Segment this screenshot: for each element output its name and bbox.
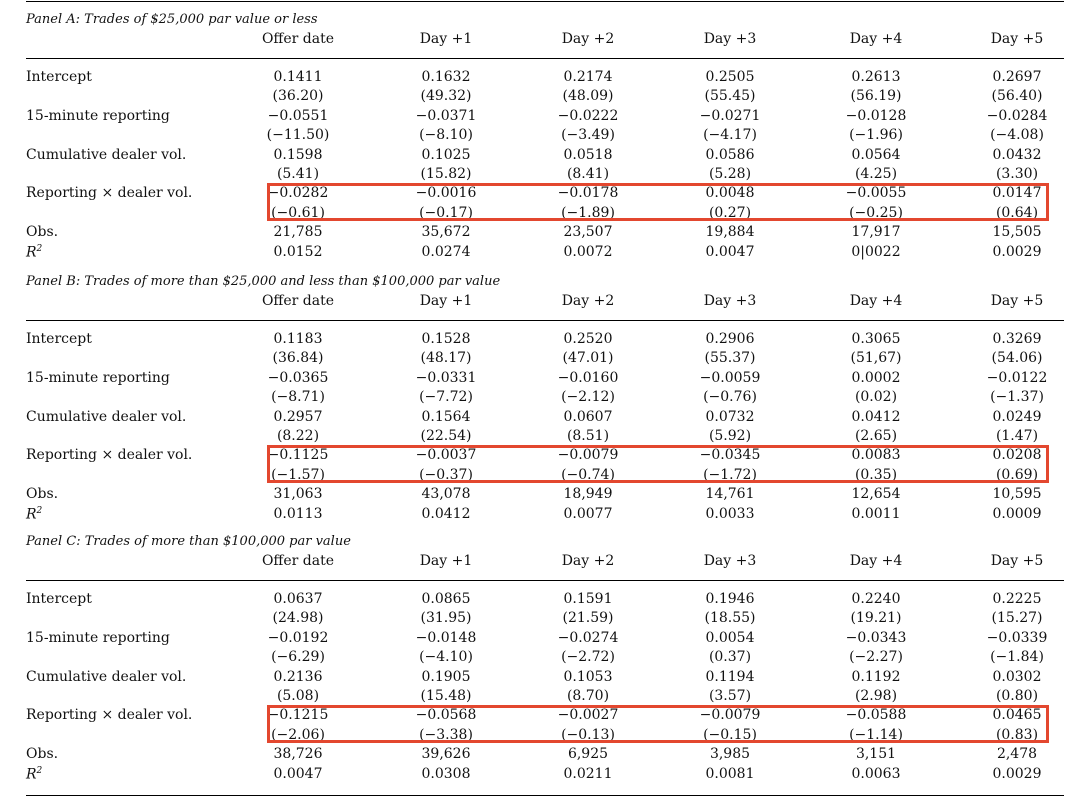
t-stat-cell: (15.82) (420, 166, 472, 182)
obs-cell: 43,078 (421, 486, 471, 503)
t-stat-cell: (−3.49) (561, 127, 615, 144)
r-squared-cell: 0.0029 (992, 243, 1042, 260)
t-stat-cell: (5.08) (276, 688, 320, 704)
coefficient-cell: 0.0147 (992, 185, 1042, 202)
row-label: Cumulative dealer vol. (26, 408, 187, 425)
t-stat-cell: (8.51) (566, 428, 610, 444)
t-stat-cell: (−1.84) (990, 649, 1044, 666)
t-stat-cell: (31.95) (420, 610, 472, 627)
t-stat-cell: (0.35) (854, 466, 898, 483)
t-stat-cell: (−8.10) (419, 127, 473, 144)
r-squared-letter: R (26, 244, 37, 261)
r-squared-letter: R (26, 766, 37, 783)
coefficient-cell: 0.1528 (421, 331, 471, 347)
row-label: Reporting × dealer vol. (26, 447, 193, 464)
t-stat-cell: (54.06) (991, 350, 1043, 367)
obs-cell: 2,478 (996, 746, 1038, 763)
t-stat-cell: (−1.96) (849, 127, 903, 144)
column-header: Day +2 (561, 293, 615, 309)
row-label: Cumulative dealer vol. (26, 668, 187, 685)
column-header: Day +4 (849, 293, 903, 309)
t-stat-cell: (−0.37) (419, 466, 473, 483)
t-stat-cell: (−3.38) (419, 726, 473, 743)
column-header: Day +3 (703, 293, 757, 309)
coefficient-cell: 0.3065 (851, 331, 901, 347)
t-stat-cell: (48.09) (562, 88, 614, 105)
obs-cell: 19,884 (705, 224, 755, 241)
coefficient-cell: 0.0048 (705, 185, 755, 202)
obs-cell: 38,726 (273, 746, 323, 763)
coefficient-cell: −0.0122 (986, 369, 1048, 386)
t-stat-cell: (0.83) (995, 726, 1039, 743)
r-squared-cell: 0.0274 (421, 243, 471, 260)
obs-cell: 21,785 (273, 224, 323, 241)
t-stat-cell: (4.25) (854, 166, 898, 182)
row-label: Reporting × dealer vol. (26, 707, 193, 724)
coefficient-cell: 0.1905 (421, 668, 471, 685)
r-squared-cell: 0.0047 (273, 765, 323, 782)
highlight-box (267, 183, 1049, 221)
t-stat-cell: (1.47) (995, 428, 1039, 444)
t-stat-cell: (−11.50) (266, 127, 330, 144)
coefficient-cell: 0.1194 (705, 668, 755, 685)
header-rule (26, 580, 1064, 581)
coefficient-cell: 0.0637 (273, 591, 323, 607)
header-rule (26, 58, 1064, 59)
t-stat-cell: (0.80) (995, 688, 1039, 704)
coefficient-cell: −0.0365 (267, 369, 329, 386)
t-stat-cell: (−4.10) (419, 649, 473, 666)
coefficient-cell: −0.0178 (557, 185, 619, 202)
r-squared-cell: 0.0009 (992, 505, 1042, 522)
coefficient-cell: −0.0079 (557, 447, 619, 464)
t-stat-cell: (3.30) (995, 166, 1039, 182)
coefficient-cell: 0.2520 (563, 331, 613, 347)
obs-cell: 3,151 (855, 746, 897, 763)
row-label: Intercept (26, 591, 92, 607)
t-stat-cell: (−0.15) (703, 726, 757, 743)
coefficient-cell: −0.0222 (557, 107, 619, 124)
r-squared-cell: 0|0022 (851, 243, 901, 260)
coefficient-cell: −0.0343 (845, 629, 907, 646)
r-squared-cell: 0.0047 (705, 243, 755, 260)
panel-title: Panel A: Trades of $25,000 par value or less (26, 12, 318, 27)
r-squared-cell: 0.0113 (273, 505, 323, 522)
t-stat-cell: (36.84) (272, 350, 324, 367)
t-stat-cell: (−1.57) (271, 466, 325, 483)
t-stat-cell: (−2.27) (849, 649, 903, 666)
t-stat-cell: (0.64) (995, 204, 1039, 221)
coefficient-cell: 0.1598 (273, 146, 323, 163)
obs-cell: 3,985 (709, 746, 751, 763)
coefficient-cell: 0.0054 (705, 629, 755, 646)
coefficient-cell: 0.2697 (992, 69, 1042, 85)
column-header: Offer date (261, 553, 335, 569)
row-label: Intercept (26, 69, 92, 85)
coefficient-cell: −0.0371 (415, 107, 477, 124)
column-header: Offer date (261, 293, 335, 309)
highlight-box (267, 705, 1049, 743)
coefficient-cell: −0.0331 (415, 369, 477, 386)
r-squared-cell: 0.0152 (273, 243, 323, 260)
header-rule (26, 320, 1064, 321)
t-stat-cell: (−7.72) (419, 389, 473, 406)
t-stat-cell: (5.41) (276, 166, 320, 182)
coefficient-cell: −0.0160 (557, 369, 619, 386)
coefficient-cell: 0.2174 (563, 69, 613, 85)
row-label: 15-minute reporting (26, 369, 170, 386)
coefficient-cell: 0.2505 (705, 69, 755, 85)
coefficient-cell: 0.1564 (421, 408, 471, 425)
t-stat-cell: (−8.71) (271, 389, 325, 406)
column-header: Day +1 (419, 293, 473, 309)
coefficient-cell: −0.0192 (267, 629, 329, 646)
t-stat-cell: (2.65) (854, 428, 898, 444)
t-stat-cell: (56.40) (991, 88, 1043, 105)
t-stat-cell: (5.28) (708, 166, 752, 182)
r-squared-superscript: 2 (36, 505, 43, 516)
r-squared-cell: 0.0033 (705, 505, 755, 522)
coefficient-cell: 0.0249 (992, 408, 1042, 425)
coefficient-cell: 0.0208 (992, 447, 1042, 464)
coefficient-cell: −0.0339 (986, 629, 1048, 646)
r-squared-label (26, 244, 42, 261)
t-stat-cell: (3.57) (708, 688, 752, 704)
t-stat-cell: (8.22) (276, 428, 320, 444)
t-stat-cell: (15.27) (991, 610, 1043, 627)
t-stat-cell: (18.55) (704, 610, 756, 627)
coefficient-cell: 0.2613 (851, 69, 901, 85)
t-stat-cell: (49.32) (420, 88, 472, 105)
t-stat-cell: (−6.29) (271, 649, 325, 666)
obs-cell: 12,654 (851, 486, 901, 503)
t-stat-cell: (19.21) (850, 610, 902, 627)
coefficient-cell: 0.2136 (273, 668, 323, 685)
coefficient-cell: −0.0055 (845, 185, 907, 202)
t-stat-cell: (15.48) (420, 688, 472, 704)
t-stat-cell: (0.02) (854, 389, 898, 406)
top-rule (26, 1, 1064, 2)
column-header: Day +1 (419, 31, 473, 47)
t-stat-cell: (8.70) (566, 688, 610, 704)
t-stat-cell: (22.54) (420, 428, 472, 444)
coefficient-cell: 0.0865 (421, 591, 471, 607)
obs-cell: 10,595 (992, 486, 1042, 503)
coefficient-cell: −0.0148 (415, 629, 477, 646)
r-squared-cell: 0.0077 (563, 505, 613, 522)
t-stat-cell: (0.69) (995, 466, 1039, 483)
r-squared-superscript: 2 (36, 765, 43, 776)
coefficient-cell: 0.1632 (421, 69, 471, 85)
coefficient-cell: −0.0271 (699, 107, 761, 124)
column-header: Day +5 (990, 293, 1044, 309)
t-stat-cell: (36.20) (272, 88, 324, 105)
t-stat-cell: (5.92) (708, 428, 752, 444)
coefficient-cell: −0.0282 (267, 185, 329, 202)
t-stat-cell: (−2.12) (561, 389, 615, 406)
coefficient-cell: 0.2957 (273, 408, 323, 425)
t-stat-cell: (8.41) (566, 166, 610, 182)
t-stat-cell: (−4.17) (703, 127, 757, 144)
coefficient-cell: −0.0037 (415, 447, 477, 464)
row-label: Intercept (26, 331, 92, 347)
coefficient-cell: −0.0128 (845, 107, 907, 124)
coefficient-cell: 0.0518 (563, 146, 613, 163)
bottom-rule (26, 795, 1064, 796)
row-label: 15-minute reporting (26, 107, 170, 124)
t-stat-cell: (−0.74) (561, 466, 615, 483)
coefficient-cell: 0.0302 (992, 668, 1042, 685)
obs-cell: 35,672 (421, 224, 471, 241)
obs-cell: 17,917 (851, 224, 901, 241)
t-stat-cell: (51,67) (850, 350, 902, 367)
t-stat-cell: (−1.14) (849, 726, 903, 743)
obs-cell: 31,063 (273, 486, 323, 503)
t-stat-cell: (−0.17) (419, 204, 473, 221)
t-stat-cell: (−0.76) (703, 389, 757, 406)
row-label: 15-minute reporting (26, 629, 170, 646)
column-header: Offer date (261, 31, 335, 47)
coefficient-cell: 0.1591 (563, 591, 613, 607)
obs-label: Obs. (26, 486, 59, 503)
r-squared-cell: 0.0063 (851, 765, 901, 782)
coefficient-cell: 0.1053 (563, 668, 613, 685)
coefficient-cell: 0.0412 (851, 408, 901, 425)
coefficient-cell: −0.0345 (699, 447, 761, 464)
coefficient-cell: 0.2225 (992, 591, 1042, 607)
coefficient-cell: −0.0027 (557, 707, 619, 724)
coefficient-cell: 0.1183 (273, 331, 323, 347)
coefficient-cell: −0.0079 (699, 707, 761, 724)
coefficient-cell: −0.0551 (267, 107, 329, 124)
t-stat-cell: (−1.72) (703, 466, 757, 483)
coefficient-cell: −0.0284 (986, 107, 1048, 124)
t-stat-cell: (−2.06) (271, 726, 325, 743)
column-header: Day +1 (419, 553, 473, 569)
obs-cell: 15,505 (992, 224, 1042, 241)
coefficient-cell: −0.0274 (557, 629, 619, 646)
r-squared-cell: 0.0011 (851, 505, 901, 522)
panel-title: Panel B: Trades of more than $25,000 and less than $100,000 par value (26, 274, 501, 289)
column-header: Day +2 (561, 31, 615, 47)
coefficient-cell: 0.0607 (563, 408, 613, 425)
obs-label: Obs. (26, 746, 59, 763)
row-label: Reporting × dealer vol. (26, 185, 193, 202)
t-stat-cell: (−0.25) (849, 204, 903, 221)
t-stat-cell: (−4.08) (990, 127, 1044, 144)
t-stat-cell: (−1.89) (561, 204, 615, 221)
row-label: Cumulative dealer vol. (26, 146, 187, 163)
t-stat-cell: (2.98) (854, 688, 898, 704)
coefficient-cell: 0.1946 (705, 591, 755, 607)
r-squared-cell: 0.0072 (563, 243, 613, 260)
column-header: Day +4 (849, 553, 903, 569)
t-stat-cell: (−1.37) (990, 389, 1044, 406)
coefficient-cell: 0.0002 (851, 369, 901, 386)
column-header: Day +5 (990, 31, 1044, 47)
coefficient-cell: 0.1192 (851, 668, 901, 685)
obs-cell: 18,949 (563, 486, 613, 503)
coefficient-cell: −0.1215 (267, 707, 329, 724)
coefficient-cell: 0.0465 (992, 707, 1042, 724)
coefficient-cell: 0.0083 (851, 447, 901, 464)
column-header: Day +3 (703, 553, 757, 569)
column-header: Day +4 (849, 31, 903, 47)
coefficient-cell: −0.0588 (845, 707, 907, 724)
coefficient-cell: 0.2240 (851, 591, 901, 607)
t-stat-cell: (47.01) (562, 350, 614, 367)
coefficient-cell: −0.0016 (415, 185, 477, 202)
t-stat-cell: (56.19) (850, 88, 902, 105)
t-stat-cell: (−0.61) (271, 204, 325, 221)
t-stat-cell: (55.37) (704, 350, 756, 367)
coefficient-cell: −0.0568 (415, 707, 477, 724)
r-squared-label (26, 506, 42, 523)
coefficient-cell: 0.0564 (851, 146, 901, 163)
obs-cell: 6,925 (567, 746, 609, 763)
coefficient-cell: 0.1411 (273, 69, 323, 85)
coefficient-cell: −0.1125 (267, 447, 329, 464)
t-stat-cell: (48.17) (420, 350, 472, 367)
coefficient-cell: 0.0732 (705, 408, 755, 425)
obs-label: Obs. (26, 224, 59, 241)
r-squared-label (26, 766, 42, 783)
coefficient-cell: −0.0059 (699, 369, 761, 386)
t-stat-cell: (0.37) (708, 649, 752, 666)
r-squared-cell: 0.0412 (421, 505, 471, 522)
t-stat-cell: (−0.13) (561, 726, 615, 743)
t-stat-cell: (−2.72) (561, 649, 615, 666)
highlight-box (267, 445, 1049, 483)
obs-cell: 14,761 (705, 486, 755, 503)
coefficient-cell: 0.0586 (705, 146, 755, 163)
coefficient-cell: 0.0432 (992, 146, 1042, 163)
panel-title: Panel C: Trades of more than $100,000 par value (26, 534, 351, 549)
t-stat-cell: (0.27) (708, 204, 752, 221)
coefficient-cell: 0.1025 (421, 146, 471, 163)
coefficient-cell: 0.3269 (992, 331, 1042, 347)
obs-cell: 23,507 (563, 224, 613, 241)
r-squared-superscript: 2 (36, 243, 43, 254)
r-squared-cell: 0.0211 (563, 765, 613, 782)
obs-cell: 39,626 (421, 746, 471, 763)
column-header: Day +2 (561, 553, 615, 569)
column-header: Day +5 (990, 553, 1044, 569)
r-squared-cell: 0.0029 (992, 765, 1042, 782)
t-stat-cell: (21.59) (562, 610, 614, 627)
r-squared-cell: 0.0308 (421, 765, 471, 782)
t-stat-cell: (55.45) (704, 88, 756, 105)
r-squared-letter: R (26, 506, 37, 523)
column-header: Day +3 (703, 31, 757, 47)
coefficient-cell: 0.2906 (705, 331, 755, 347)
r-squared-cell: 0.0081 (705, 765, 755, 782)
t-stat-cell: (24.98) (272, 610, 324, 627)
